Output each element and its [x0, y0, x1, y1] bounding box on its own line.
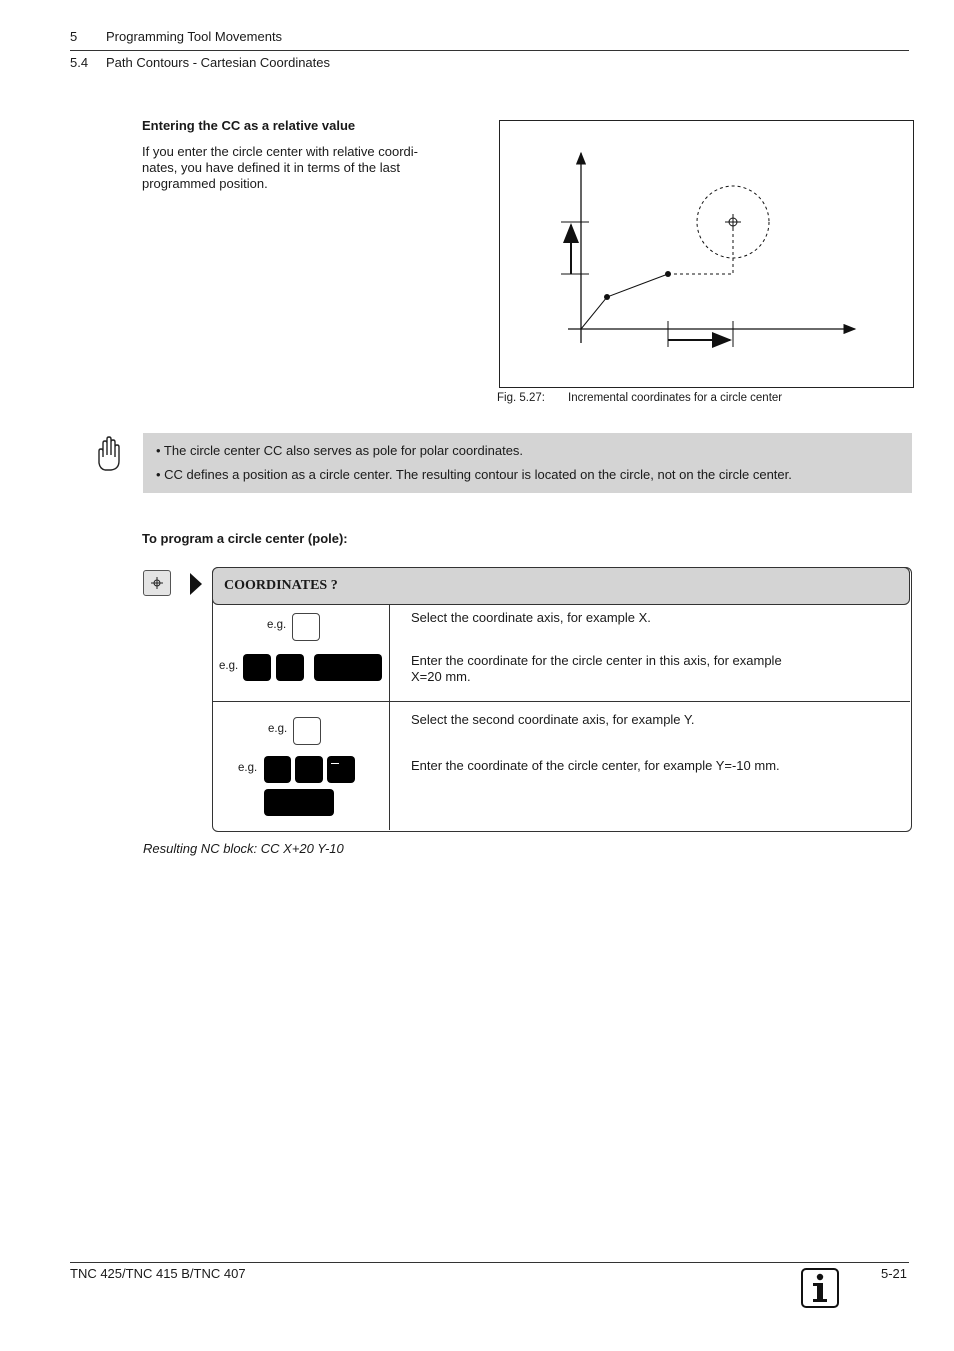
arrow-right-icon: [189, 572, 203, 596]
section-number: 5.4: [70, 55, 89, 70]
circle-center-key-icon: [144, 571, 170, 595]
minus-icon: [331, 763, 339, 764]
dialog-prompt-bar: [212, 567, 910, 605]
eg-label: e.g.: [219, 660, 239, 672]
end-key[interactable]: [264, 789, 334, 816]
ent-key[interactable]: [314, 654, 382, 681]
figure-number: Fig. 5.27:: [497, 392, 545, 404]
hand-pointing-icon: [92, 433, 122, 473]
step-1-text-2b: X=20 mm.: [411, 669, 471, 684]
contour-point: [604, 294, 610, 300]
circle-center-icon: [725, 214, 741, 230]
figure-drawing: [500, 121, 913, 387]
axis-y-key[interactable]: [293, 717, 321, 745]
result-nc-block: Resulting NC block: CC X+20 Y-10: [143, 841, 344, 856]
dialog-prompt: COORDINATES ?: [224, 578, 338, 593]
chapter-title: Programming Tool Movements: [106, 29, 283, 44]
eg-label: e.g.: [238, 762, 258, 774]
header-rule: [70, 50, 909, 51]
digit-1-key[interactable]: [264, 756, 291, 783]
info-icon: [801, 1268, 839, 1308]
digit-0-key[interactable]: [276, 654, 304, 681]
minus-key[interactable]: [327, 756, 355, 783]
paragraph-line: programmed position.: [142, 176, 268, 191]
footer-rule: [70, 1262, 909, 1263]
eg-label: e.g.: [268, 723, 288, 735]
step-2-text-2: Enter the coordinate of the circle center, for example Y=-10 mm.: [411, 758, 780, 773]
axis-x-key[interactable]: [292, 613, 320, 641]
circle-center-key[interactable]: [143, 570, 171, 596]
footer-page: 5-21: [881, 1266, 908, 1281]
step-1-text-1: Select the coordinate axis, for example X.: [411, 610, 651, 625]
paragraph-line: If you enter the circle center with relative coordi-: [142, 144, 419, 159]
step-2-text-1: Select the second coordinate axis, for example Y.: [411, 712, 695, 727]
chapter-number: 5: [70, 29, 78, 44]
eg-label: e.g.: [267, 619, 287, 631]
dimension-dashed: [668, 222, 733, 274]
section-title: Path Contours - Cartesian Coordinates: [106, 55, 331, 70]
contour-path: [581, 274, 668, 329]
figure-caption: Incremental coordinates for a circle center: [568, 392, 783, 404]
program-heading: To program a circle center (pole):: [142, 531, 348, 546]
step-1-text-2: Enter the coordinate for the circle center in this axis, for example: [411, 653, 782, 668]
figure-incremental-cc: [499, 120, 914, 388]
digit-0-key[interactable]: [295, 756, 323, 783]
column-divider: [389, 604, 390, 830]
note-item: • The circle center CC also serves as pole for polar coordinates.: [156, 443, 524, 458]
row-divider: [213, 701, 910, 702]
paragraph-line: nates, you have defined it in terms of the last: [142, 160, 400, 175]
note-item: • CC defines a position as a circle center. The resulting contour is located on the circle, not on the circle center.: [156, 467, 792, 482]
note-box: [143, 433, 912, 493]
relative-cc-heading: Entering the CC as a relative value: [142, 118, 356, 133]
digit-2-key[interactable]: [243, 654, 271, 681]
footer-models: TNC 425/TNC 415 B/TNC 407: [70, 1266, 246, 1281]
relative-cc-paragraph: [142, 144, 472, 192]
